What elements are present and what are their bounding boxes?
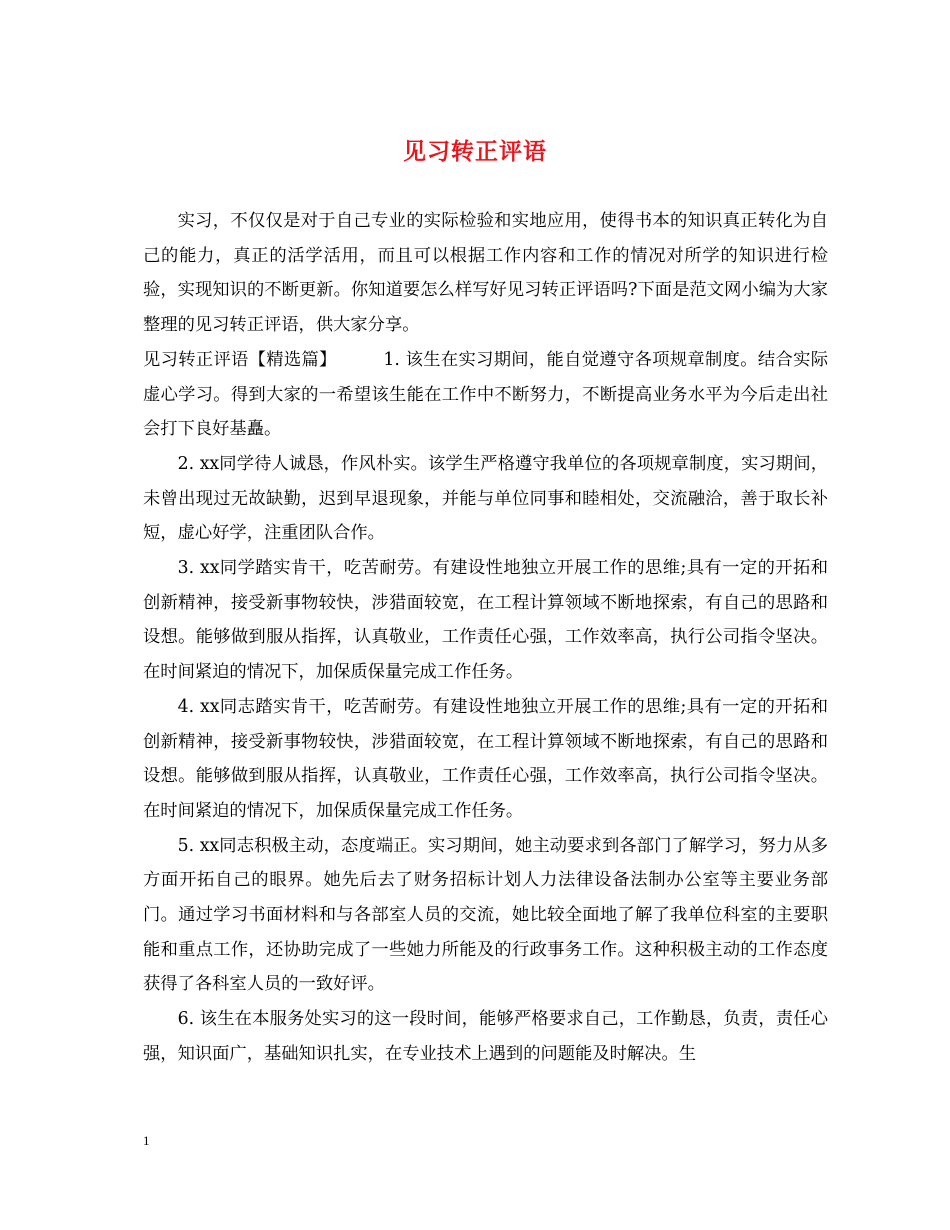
paragraph-intro: 实习，不仅仅是对于自己专业的实际检验和实地应用，使得书本的知识真正转化为自己的能力，真正的活学活用，而且可以根据工作内容和工作的情况对所学的知识进行检验，实现知识的不断更新。你知道要怎么样写好见习转正评语吗?下面是范文网小编为大家整理的见习转正评语，供大家分享。	[143, 211, 828, 336]
paragraph-5: 5. xx同志积极主动，态度端正。实习期间，她主动要求到各部门了解学习，努力从多方面开拓自己的眼界。她先后去了财务招标计划人力法律设备法制办公室等主要业务部门。通过学习书面材料和与各部室人员的交流，她比较全面地了解了我单位科室的主要职能和重点工作，还协助完成了一些她力所能及的行政事务工作。这种积极主动的工作态度获得了各科室人员的一致好评。	[143, 835, 828, 995]
document-body	[143, 204, 828, 1072]
page-number: 1	[143, 1133, 150, 1148]
paragraph-4: 4. xx同志踏实肯干，吃苦耐劳。有建设性地独立开展工作的思维;具有一定的开拓和创新精神，接受新事物较快，涉猎面较宽，在工程计算领域不断地探索，有自己的思路和设想。能够做到服从指挥，认真敬业，工作责任心强，工作效率高，执行公司指令坚决。在时间紧迫的情况下，加保质保量完成工作任务。	[143, 696, 828, 821]
paragraph-1: 见习转正评语【精选篇】 1. 该生在实习期间，能自觉遵守各项规章制度。结合实际虚心学习。得到大家的一希望该生能在工作中不断努力，不断提高业务水平为今后走出社会打下良好基矗。	[143, 349, 828, 440]
document-title: 见习转正评语	[403, 138, 547, 165]
paragraph-2: 2. xx同学待人诚恳，作风朴实。该学生严格遵守我单位的各项规章制度，实习期间，未曾出现过无故缺勤，迟到早退现象，并能与单位同事和睦相处，交流融洽，善于取长补短，虚心好学，注重团队合作。	[143, 453, 828, 544]
paragraph-3: 3. xx同学踏实肯干，吃苦耐劳。有建设性地独立开展工作的思维;具有一定的开拓和创新精神，接受新事物较快，涉猎面较宽，在工程计算领域不断地探索，有自己的思路和设想。能够做到服从指挥，认真敬业，工作责任心强，工作效率高，执行公司指令坚决。在时间紧迫的情况下，加保质保量完成工作任务。	[143, 558, 828, 683]
paragraph-6: 6. 该生在本服务处实习的这一段时间，能够严格要求自己，工作勤恳，负责，责任心强，知识面广，基础知识扎实，在专业技术上遇到的问题能及时解决。生	[143, 1009, 828, 1064]
